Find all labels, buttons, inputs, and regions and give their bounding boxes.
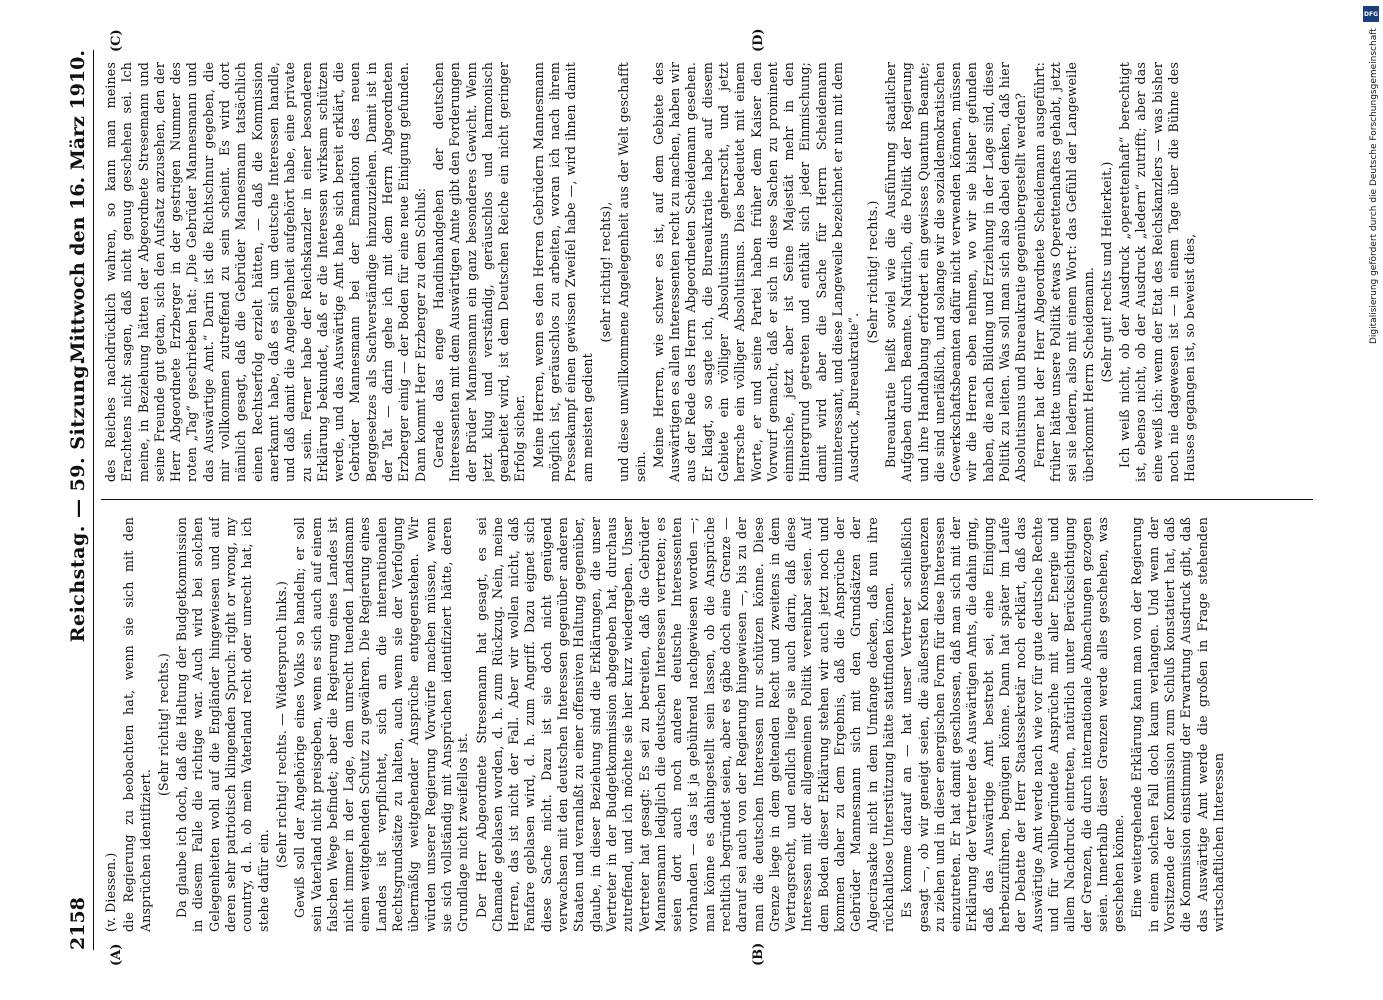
session-date: Mittwoch den 16. März 1910.: [67, 50, 89, 363]
paragraph: die Regierung zu beobachten hat, wenn sie sich mit den Ansprüchen identifiziert.: [121, 517, 153, 932]
paragraph: des Reiches nachdrücklich wahren, so kann man meines Erachtens nicht sagen, daß nicht genug geschehen sei. Ich meine, in Beziehung hätten der Abgeordnete Stresemann und seine Freunde gut getan, sich den Aufsatz anzusehen, den der Herr Abgeordnete Erzberger in der gestrigen Nummer des roten „Tag“ geschrieben hat: „Die Gebrüder Mannesmann und das Auswärtige Amt.“ Darin ist die Richtschnur gegeben, die mir vollkommen zutreffend zu sein scheint. Es wird dort nämlich gesagt, daß die Gebrüder Mannesmann tatsächlich einen Rechtserfolg erzielt hätten, — daß die Kommission anerkannt habe, daß es sich um deutsche Interessen handle, und daß damit die Angelegenheit aufgehört habe, eine private zu sein. Ferner habe der Reichskanzler in einer besonderen Erklärung bekundet, daß er die Interessen wirksam schützen werde, und das Auswärtige Amt habe sich bereit erklärt, die Gebrüder Mannesmann bei der Emanation des neuen Berggesetzes als Sachverständige hinzuzuziehen. Damit ist in der Tat — darin gehe ich mit dem Herrn Abgeordneten Erzberger einig — der Boden für eine neue Einigung gefunden. Dann kommt Herr Erzberger zu dem Schluß:: [103, 62, 428, 482]
paragraph: Meine Herren, wenn es den Herren Gebrüdern Mannesmann möglich ist, geräuschlos zu arbeiten, woran ich nach ihrem Pressekampf einen gewissen Zweifel habe —, wird ihnen damit am meisten gedient: [530, 62, 595, 482]
column-divider: [101, 499, 1313, 500]
paragraph: (Sehr gut! rechts und Heiterkeit.): [1098, 161, 1114, 383]
paragraph: Ich weiß nicht, ob der Ausdruck „operettenhaft“ berechtigt ist, ebenso nicht, ob der Ausdruck „ledern“ zutrifft; aber das eine weiß ich: wenn der Etat des Reichskanzlers — was bisher noch nie dagewesen ist — in einem Tage über die Bühne des Hauses gegangen ist, so beweist dies,: [1117, 62, 1198, 482]
page-number: 2158: [67, 897, 89, 950]
paragraph: (Sehr richtig! rechts.): [864, 200, 880, 344]
paragraph: und diese unwillkommene Angelegenheit aus der Welt geschafft sein.: [616, 62, 648, 482]
paragraph: Es komme darauf an — hat unser Vertreter schließlich gesagt —, ob wir geneigt seien, die äußersten Konsequenzen zu ziehen und in dieser energischen Form für diese Interessen einzutreten. Er hat damit geschlossen, daß man sich mit der Erklärung der Vertreter des Auswärtigen Amts, die dahin ging, daß das Auswärtige Amt bestrebt sei, eine Einigung herbeizuführen, begnügen könne. Dann hat später im Laufe der Debatte der Herr Staatssekretär noch erklärt, daß das Auswärtige Amt werde nach wie vor für gute deutsche Rechte und für wohlbegründete Ansprüche mit aller Energie und allem Nachdruck eintreten, natürlich unter Berücksichtigung der Grenzen, die durch internationale Abmachungen gezogen seien. Innerhalb dieser Grenzen werde alles geschehen, was geschehen könne.: [899, 517, 1127, 932]
right-column: [103, 62, 1311, 482]
paragraph: Eine weitergehende Erklärung kann man von der Regierung in einem solchen Fall doch kaum verlangen. Und wenn der Vorsitzende der Kommission zum Schluß konstatiert hat, daß die Kommission einstimmig der Erwartung Ausdruck gibt, daß das Auswärtige Amt werde die großen in Frage stehenden wirtschaftlichen Interessen: [1129, 517, 1226, 932]
paragraph: Da glaube ich doch, daß die Haltung der Budgetkommission in diesem Falle die richtige war. Auch wird bei solchen Gelegenheiten wohl auf die Engländer hingewiesen und auf deren sehr patriotisch klingenden Spruch: right or wrong, my country, d. h. ob mein Vaterland recht oder unrecht hat, ich stehe dafür ein.: [174, 517, 271, 932]
paragraph: (sehr richtig! rechts),: [597, 201, 613, 343]
digitization-note: Digitalisierung gefördert durch die Deutsche Forschungsgemeinschaft: [1369, 28, 1379, 344]
document-page: [51, 20, 1331, 980]
dfg-logo: DFG: [1363, 6, 1379, 22]
session-title: Reichstag. — 59. Sitzung.: [67, 357, 89, 643]
margin-marker-a: (A): [109, 943, 124, 966]
paragraph: Gewiß soll der Angehörige eines Volks so handeln; er soll sein Vaterland nicht preisgeben, wenn es sich auch auf einem falschen Wege befindet; aber die Regierung eines Landes ist nicht immer in der Lage, dem unrecht tuenden Landsmann einen weitgehenden Schutz zu gewähren. Die Regierung eines Landes ist verpflichtet, sich an die internationalen Rechtsgrundsätze zu halten, auch wenn sie der Verfolgung übermäßig weitgehender Ansprüche entgegenstehen. Wir würden unserer Regierung Vorwürfe machen müssen, wenn sie sich vollständig mit Ansprüchen identifiziert hätte, deren Grundlage nicht zweifellos ist.: [292, 517, 471, 932]
paragraph: (Sehr richtig! rechts. — Widerspruch links.): [273, 580, 289, 869]
paragraph: Meine Herren, wie schwer es ist, auf dem Gebiete des Auswärtigen es allen Interessenten recht zu machen, haben wir aus der Rede des Herrn Abgeordneten Scheidemann gesehen. Er klagt, so sagte ich, die Bureaukratie habe auf diesem Gebiete ein völliger Absolutismus geherrscht, und jetzt herrsche ein völliger Absolutismus. Dies bedeutet mit einem Worte, er und seine Partei haben früher dem Kaiser den Vorwurf gemacht, daß er sich in diese Sachen zu prominent einmische, jetzt aber ist Seine Majestät mehr in den Hintergrund getreten und enthält sich jeder Einmischung; damit wird aber die Sache für Herrn Scheidemann uninteressant, und diese Langeweile bezeichnet er nun mit dem Ausdruck „Bureaukratie“.: [650, 62, 862, 482]
left-column: [103, 517, 1311, 932]
margin-marker-d: (D): [751, 28, 766, 52]
margin-marker-c: (C): [109, 29, 124, 52]
paragraph: Bureaukratie heißt soviel wie die Ausführung staatlicher Aufgaben durch Beamte. Natürlich, die Politik der Regierung und ihre Handhabung erfordert ein gewisses Quantum Beamte; die sind unerläßlich, und solange wir die sozialdemokratischen Gewerkschaftsbeamten dafür nicht verwenden können, müssen wir die Herren eben nehmen, wo wir sie bisher gefunden haben, die nach Bildung und Erziehung in der Lage sind, diese Politik zu leiten. Was soll man sich also dabei denken, daß hier Absolutismus und Bureaukratie gegenübergestellt werden?: [882, 62, 1029, 482]
paragraph: (v. Diessen.): [103, 852, 118, 932]
paragraph: (Sehr richtig! rechts.): [155, 652, 171, 797]
page-header: [63, 50, 94, 950]
margin-marker-b: (B): [751, 942, 766, 966]
paragraph: Ferner hat der Herr Abgeordnete Scheidemann ausgeführt: früher hätte unsere Politik etwas Operettenhaftes gehabt, jetzt sei sie ledern, also mit einem Wort: das Gefühl der Langeweile überkommt Herrn Scheidemann.: [1031, 62, 1096, 482]
paragraph: Gerade das enge Handinhandgehen der deutschen Interessenten mit dem Auswärtigen Amte gibt den Forderungen der Brüder Mannesmann ein ganz besonderes Gewicht. Wenn jetzt klug und verständig, geräuschlos und harmonisch gearbeitet wird, ist dem Deutschen Reiche ein nicht geringer Erfolg sicher.: [430, 62, 528, 482]
paragraph: Der Herr Abgeordnete Stresemann hat gesagt, es sei Chamade geblasen worden, d. h. zum Rückzug. Nein, meine Herren, das ist nicht der Fall. Aber wir wollen nicht, daß Fanfare geblasen wird, d. h. zum Angriff. Dazu eignet sich diese Sache nicht. Dazu ist sie doch nicht genügend verwachsen mit den deutschen Interessen gegenüber anderen Staaten und veranlaßt zu einer offensiven Haltung gegenüber, glaube, in dieser Beziehung sind die Erklärungen, die unser Vertreter in der Budgetkommission abgegeben hat, durchaus zutreffend, und ich möchte sie hier kurz wiedergeben. Unser Vertreter hat gesagt: Es sei zu betreiten, daß die Gebrüder Mannesmann lediglich die deutschen Interessen vertreten; es seien dort auch noch andere deutsche Interessenten vorhanden — das ist ja gebührend nachgewiesen worden —; man könne es dahingestellt sein lassen, ob die Ansprüche rechtlich begründet seien, aber es gäbe doch eine Grenze — darauf sei auch von der Regierung hingewiesen —, bis zu der man die deutschen Interessen nur schützen könne. Diese Grenze liege in dem geltenden Recht und zweitens in dem Vertragsrecht, und endlich liege sie auch darin, daß diese Interessen mit der allgemeinen Politik vereinbar seien. Auf dem Boden dieser Erklärung stehen wir auch jetzt noch und kommen daher zu dem Ergebnis, daß die Ansprüche der Gebrüder Mannesmann sich mit den Grundsätzen der Algecirasakte nicht in dem Umfange decken, daß nun ihre rückhaltlose Unterstützung hätte stattfinden können.: [473, 517, 896, 932]
